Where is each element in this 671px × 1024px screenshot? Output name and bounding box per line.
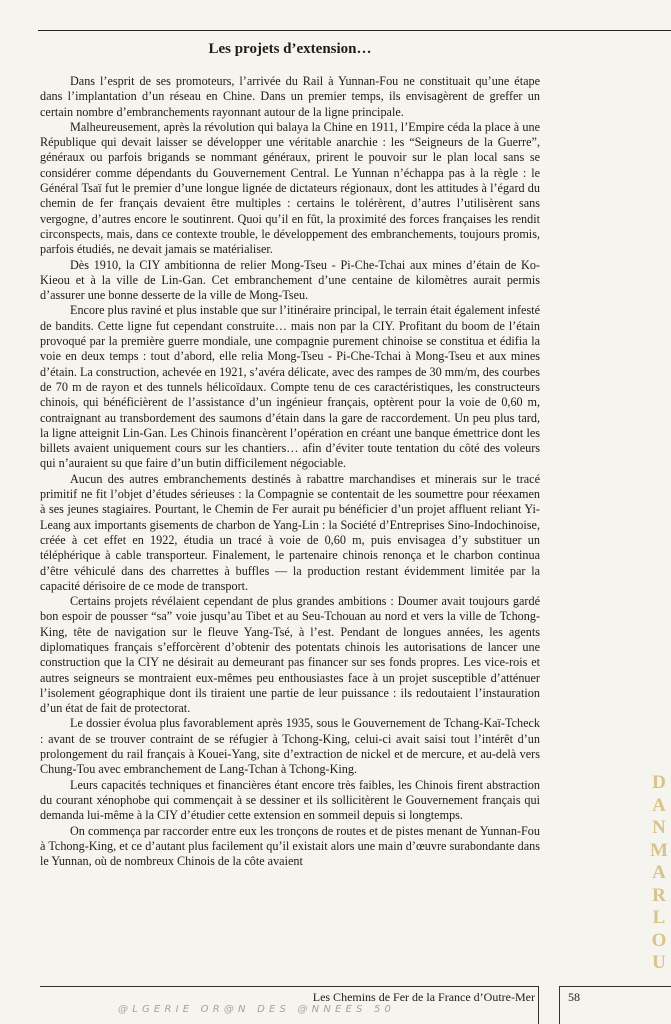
page-title: Les projets d’extension…: [208, 41, 372, 57]
paragraph: Aucun des autres embranchements destinés à rabattre marchandises et minerais sur le tracé primitif ne fit l’objet d’études sérieuses : la Compagnie se contentait de les soumettre pour réexamen à ses jeunes stagiaires. Pourtant, le Chemin de Fer aurait pu bénéficier d’un projet affluent reliant Yi-Leang aux importants gisements de charbon de Yang-Lin : la Société d’Entreprises Sino-Indochinoise, créée à cet effet en 1922, étudia un tracé à voie de 0,60 m, puis envisagea d’y substituer un téléphérique à cable transporteur. Finalement, le partenaire chinois renonça et le charbon continua d’être véhiculé dans des charrettes à buffles — la production restant évidemment limitée par la capacité dérisoire de ce mode de transport.: [40, 471, 540, 593]
watermark-letter: N: [652, 817, 666, 838]
vertical-watermark: [648, 772, 670, 975]
paragraph: Encore plus raviné et plus instable que sur l’itinéraire principal, le terrain était également infesté de bandits. Cette ligne fut cependant construite… mais non par la CIY. Profitant du boom de l’étain provoqué par la première guerre mondiale, une compagnie purement chinoise se constitua et édifia la voie en deux temps : tout d’abord, elle relia Mong-Tseu - Pi-Che-Tchai à Mong-Tseu et aux mines d’étain. La construction, achevée en 1921, s’avéra délicate, avec des rampes de 30 mm/m, des courbes de 70 m de rayon et des tunnels hélicoïdaux. Compte tenu de ces caractéristiques, les constructeurs chinois, qui bénéficièrent de l’assistance d’un ingénieur français, optèrent pour la voie de 0,60 m, contraignant au transbordement des saumons d’étain dans la gare de raccordement. Un peu plus tard, la ligne atteignit Lin-Gan. Les Chinois financèrent l’opération en créant une banque émettrice dont les billets avaient uniquement cours sur les chantiers… afin d’éviter toute tentation du côté des voleurs qui n’auraient su que faire d’un butin difficilement négociable.: [40, 303, 540, 471]
paragraph: On commença par raccorder entre eux les tronçons de routes et de pistes menant de Yunnan-Fou à Tchong-King, et ce d’autant plus facilement qu’il existait alors une main d’œuvre surabondante dans le Yunnan, où de nombreux Chinois de la côte avaient: [40, 823, 540, 869]
watermark-letter: R: [652, 884, 666, 906]
paragraph: Dès 1910, la CIY ambitionna de relier Mong-Tseu - Pi-Che-Tchai aux mines d’étain de Ko-Kieou et à la ville de Lin-Gan. Cet embranchement d’une centaine de kilomètres aurait permis d’assurer une bonne desserte de la ville de Mong-Tseu.: [40, 257, 540, 303]
watermark-letter: U: [652, 952, 666, 973]
watermark-letter: O: [651, 929, 667, 951]
paragraph: Le dossier évolua plus favorablement après 1935, sous le Gouvernement de Tchang-Kaï-Tcheck : avant de se trouver contraint de se réfugier à Tchong-King, celui-ci avait saisi tout l’intérêt d’un prolongement du rail français à Kouei-Yang, site d’extraction de nickel et de mercure, et au-delà vers Chung-Tou avec embranchement de Lang-Tchan à Tchong-King.: [40, 716, 540, 777]
watermark-letter: A: [652, 862, 666, 883]
watermark-letter: D: [652, 772, 666, 793]
watermark-letter: L: [652, 907, 666, 928]
paragraph: Certains projets révélaient cependant de plus grandes ambitions : Doumer avait toujours gardé bon espoir de pousser “sa” voie jusqu’au Tibet et au Seu-Tchouan au nord et vers la ville de Tchong-King, tête de navigation sur le fleuve Yang-Tsé, à l’est. Pendant de longues années, les agents diplomatiques français s’efforcèrent d’obtenir des potentats chinois les autorisations de lancer une construction que la CIY ne désirait au demeurant pas financer sur ses fonds propres. Les vice-rois et autres seigneurs se montraient eux-mêmes peu enthousiastes face à un projet susceptible d’atténuer l’isolement géographique dont ils tiraient une partie de leur puissance : ils redoutaient l’instauration d’un état de fait de protectorat.: [40, 594, 540, 716]
watermark-letter: A: [652, 794, 666, 816]
page-number: 58: [568, 990, 580, 1004]
top-rule: [38, 30, 671, 31]
footer-watermark: @LGERIE OR@N DES @NNEES 50: [118, 1004, 396, 1015]
watermark-letter: M: [650, 839, 668, 861]
footer-rule: [559, 986, 671, 987]
paragraph: Dans l’esprit de ses promoteurs, l’arrivée du Rail à Yunnan-Fou ne constituait qu’une étape dans l’implantation d’un réseau en Chine. Dans un premier temps, ils envisagèrent de greffer un certain nombre d’embranchements rayonnant autour de la ligne principale.: [40, 74, 540, 119]
footer-rule: [40, 986, 538, 987]
footer-divider: [559, 986, 560, 1024]
paragraph: Leurs capacités techniques et financières étant encore très faibles, les Chinois firent abstraction du courant xénophobe qui commençait à se dessiner et ils sollicitèrent le Gouvernement français qui demanda lui-même à la CIY d’étudier cette extension en sommeil depuis si longtemps.: [40, 777, 540, 823]
paragraph: Malheureusement, après la révolution qui balaya la Chine en 1911, l’Empire céda la place à une République qui devait laisser se développer une véritable anarchie : les “Seigneurs de la Guerre”, généraux ou parfois brigands se nommant généraux, prirent le pouvoir sur le plan local sans se considérer comme dépendants du Gouvernement Central. Le Yunnan n’échappa pas à la règle : le Général Tsaï fut le premier d’une longue lignée de dictateurs régionaux, dont les attitudes à l’égard du chemin de fer français devaient être multiples : certains le tolérèrent, d’autres l’utilisèrent sans vergogne, d’autres encore le soutinrent. Quoi qu’il en fût, la proximité des forces françaises les rendit circonspects, mais, dans ce contexte trouble, le développement des embranchements, toujours promis, parfois étudiés, ne devait jamais se matérialiser.: [40, 119, 540, 257]
article-body: [40, 74, 540, 869]
running-footer-title: Les Chemins de Fer de la France d’Outre-Mer: [312, 990, 535, 1004]
